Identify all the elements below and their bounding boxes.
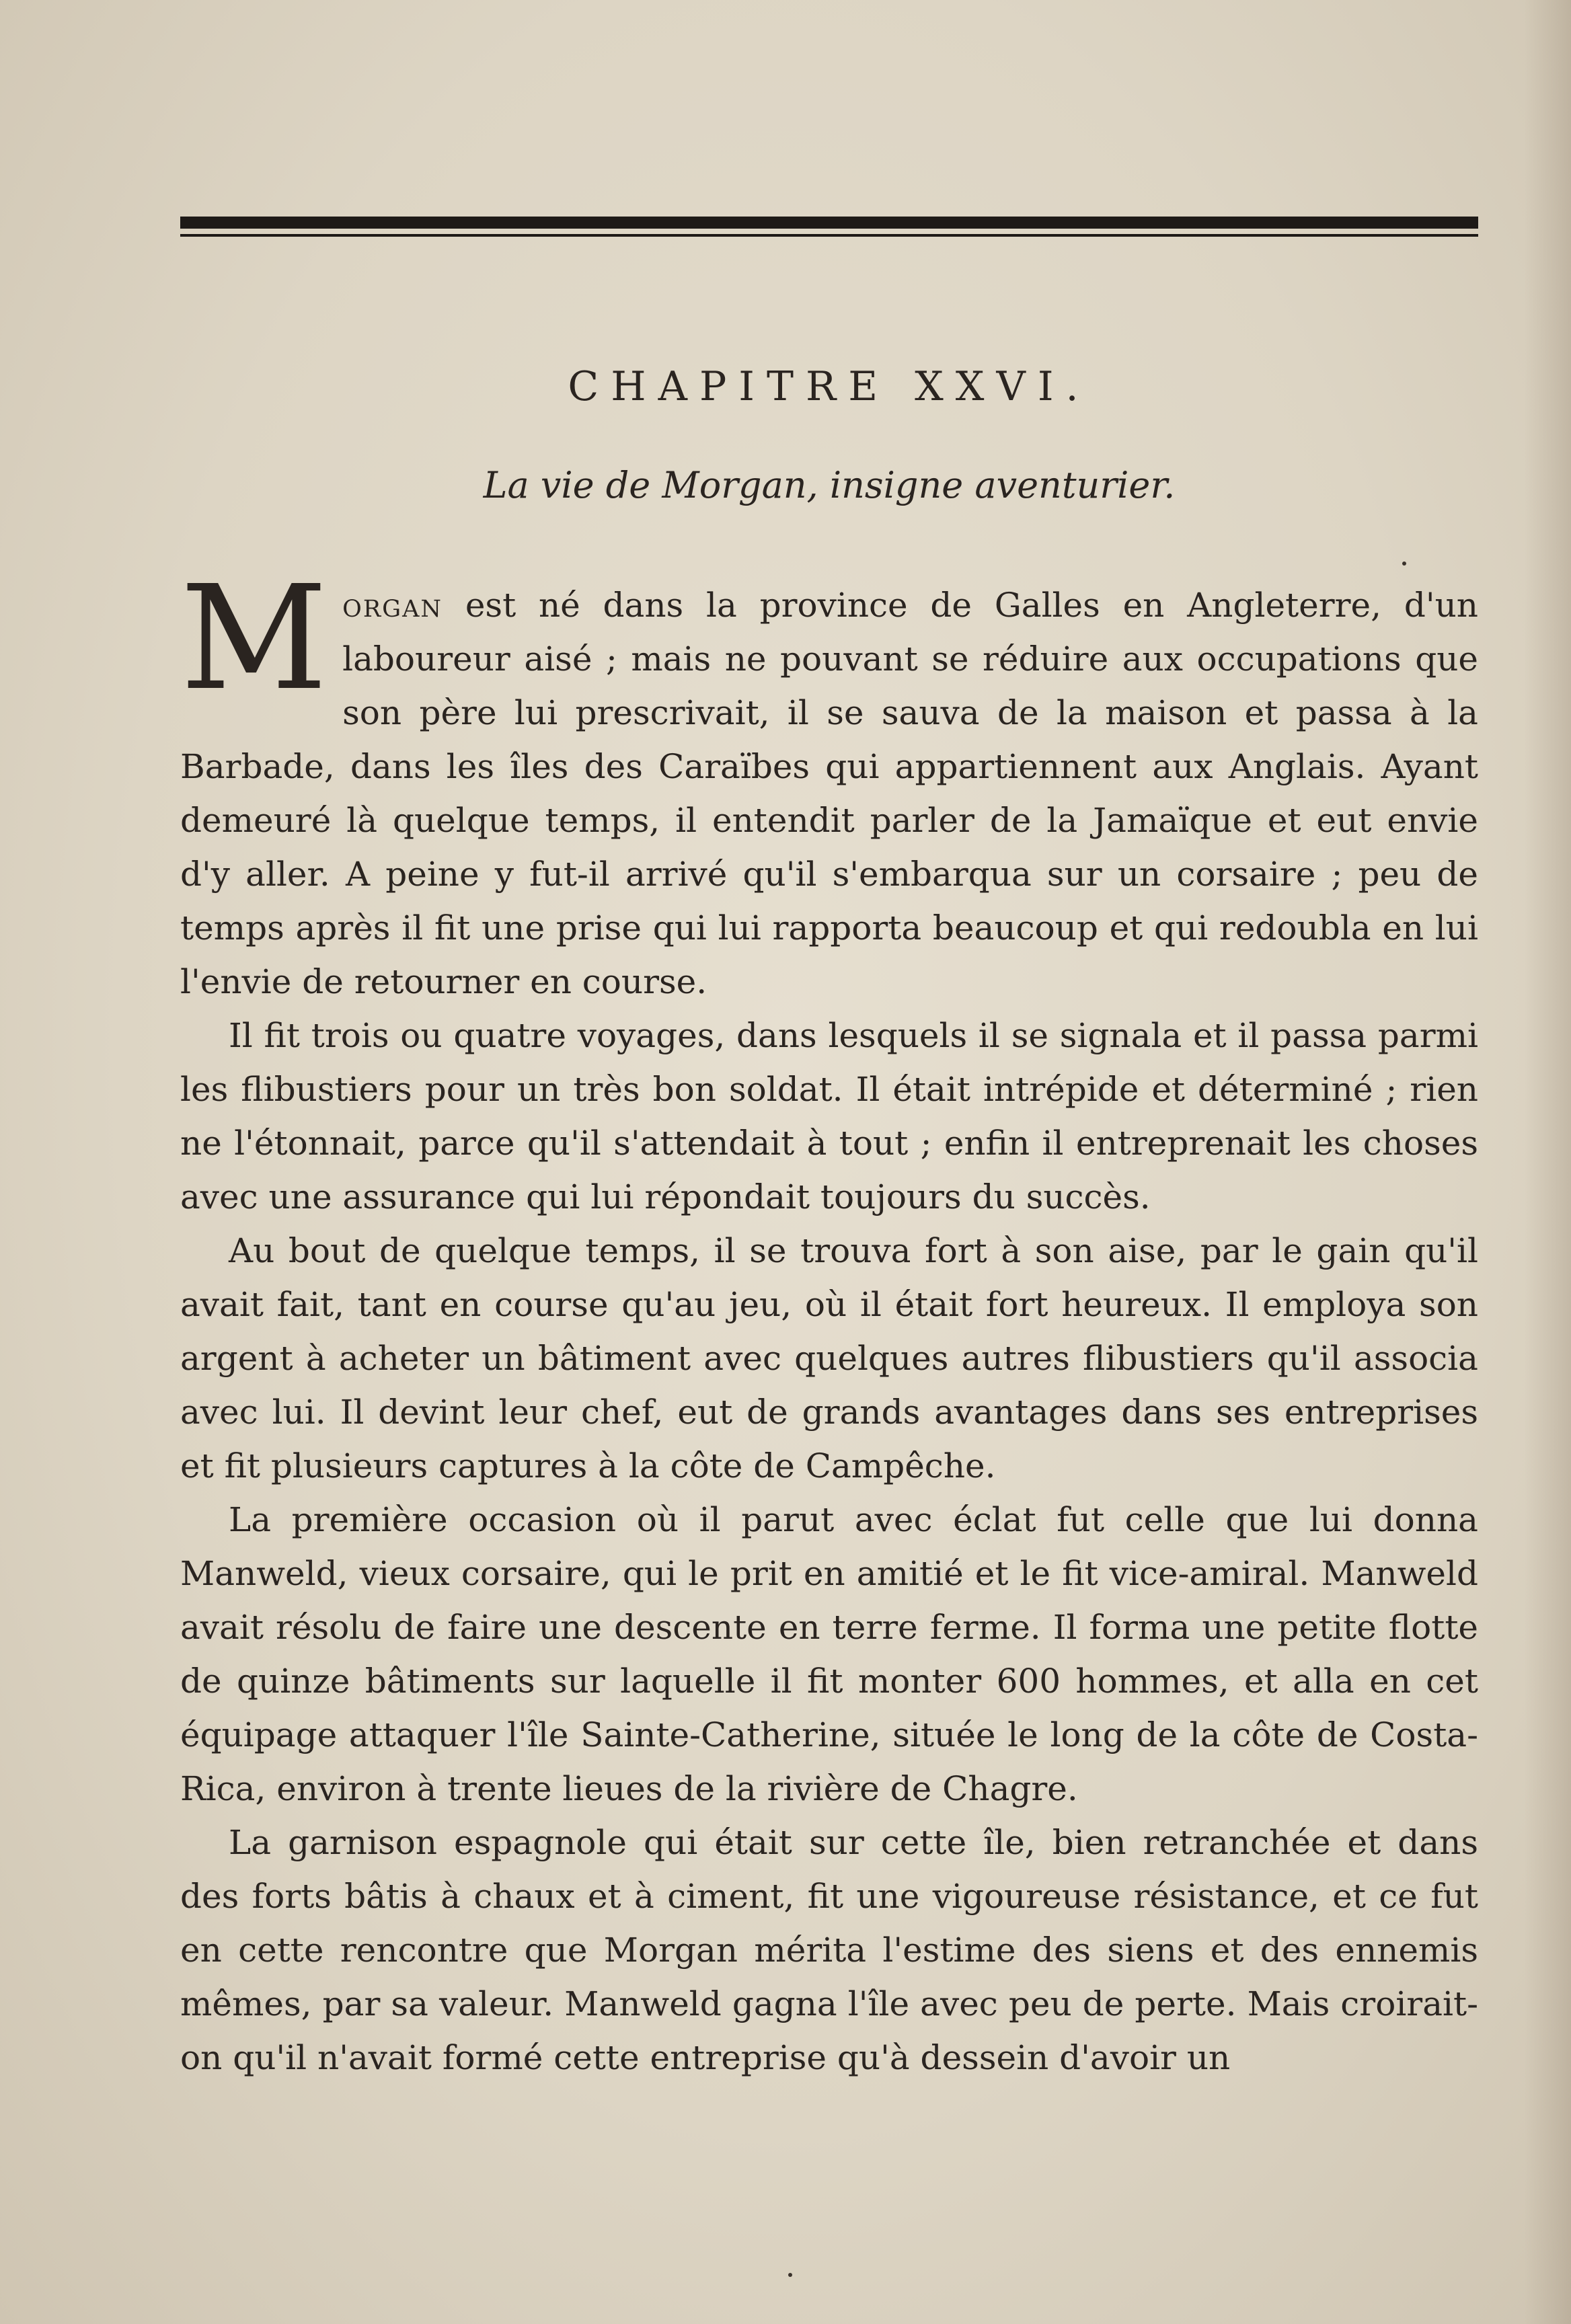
paper-speck: [1402, 561, 1406, 566]
page-edge-shadow: [1524, 0, 1571, 2324]
paragraph-3: Au bout de quelque temps, il se trouva fort à son aise, par le gain qu'il avait fait, tant en course qu'au jeu, où il était fort heureux. Il employa son argent à acheter un bâtiment avec quelques autres flibustiers qu'il associa avec lui. Il devint leur chef, eut de grands avantages dans ses entreprises et fit plusieurs captures à la côte de Campêche.: [180, 1231, 1478, 1485]
header-rule-thick: [180, 217, 1478, 229]
lead-word: organ: [342, 586, 443, 625]
drop-cap: M: [180, 555, 328, 722]
paragraph-5: La garnison espagnole qui était sur cette île, bien retranchée et dans des forts bâtis à chaux et à ciment, fit une vigoureuse résistance, et ce fut en cette rencontre que Morgan mérita l'estime des siens et des ennemis mêmes, par sa valeur. Manweld gagna l'île avec peu de perte. Mais croirait-on qu'il n'avait formé cette entreprise qu'à dessein d'avoir un: [180, 1823, 1478, 2077]
paragraph-1-text: est né dans la province de Galles en Angleterre, d'un laboureur aisé ; mais ne pouvant se réduire aux occupations que son père lui prescrivait, il se sauva de la maison et passa à la Barbade, dans les îles des Caraïbes qui appartiennent aux Anglais. Ayant demeuré là quelque temps, il entendit parler de la Jamaïque et eut envie d'y aller. A peine y fut-il arrivé qu'il s'embarqua sur un corsaire ; peu de temps après il fit une prise qui lui rapporta beaucoup et qui redoubla en lui l'envie de retourner en course.: [180, 586, 1478, 1001]
paragraph-4: La première occasion où il parut avec éclat fut celle que lui donna Manweld, vieux corsaire, qui le prit en amitié et le fit vice-amiral. Manweld avait résolu de faire une descente en terre ferme. Il forma une petite flotte de quinze bâtiments sur laquelle il fit monter 600 hommes, et alla en cet équipage attaquer l'île Sainte-Catherine, située le long de la côte de Costa-Rica, environ à trente lieues de la rivière de Chagre.: [180, 1500, 1478, 1808]
chapter-title: CHAPITRE XXVI.: [568, 363, 1091, 410]
header-rule-thin: [180, 234, 1478, 237]
body-text: [180, 555, 1478, 2085]
chapter-subtitle: La vie de Morgan, insigne aventurier.: [483, 464, 1176, 506]
paper-speck: [788, 2273, 792, 2277]
paragraph-2: Il fit trois ou quatre voyages, dans lesquels il se signala et il passa parmi les flibustiers pour un très bon soldat. Il était intrépide et déterminé ; rien ne l'étonnait, parce qu'il s'attendait à tout ; enfin il entreprenait les choses avec une assurance qui lui répondait toujours du succès.: [180, 1016, 1478, 1216]
paragraph-1: [180, 555, 1478, 1009]
